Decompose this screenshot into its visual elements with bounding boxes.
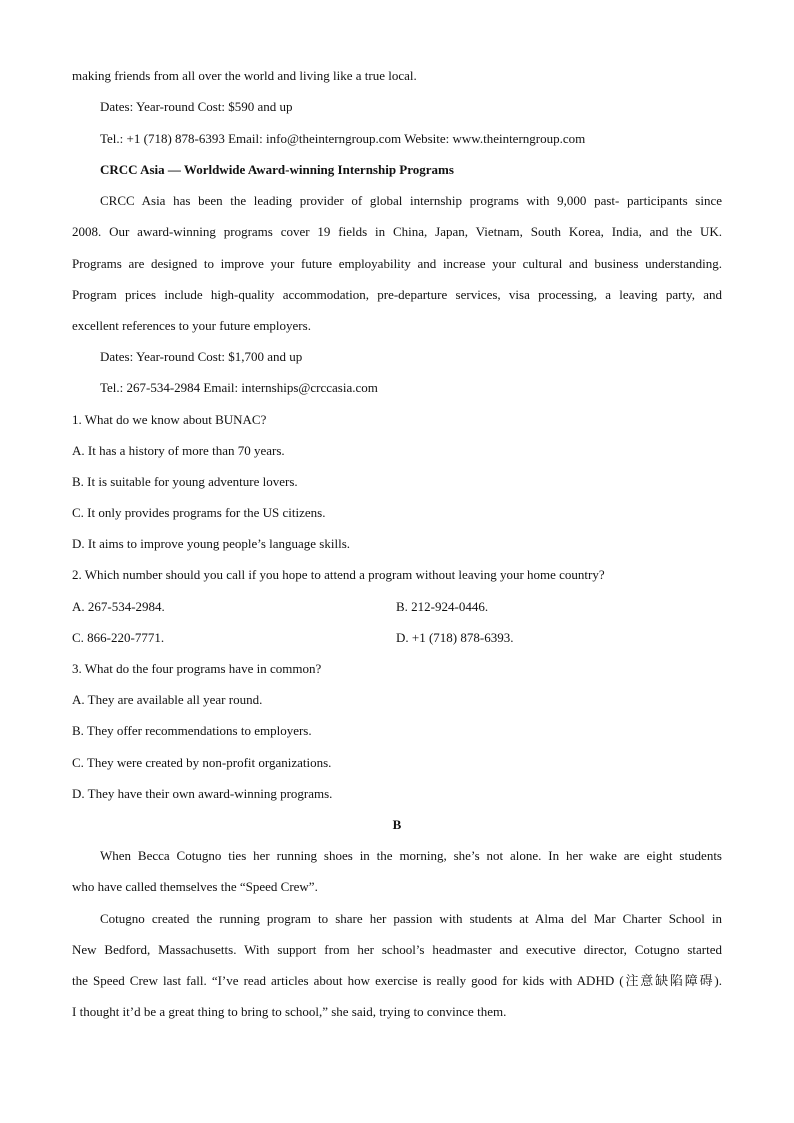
paragraph-line: CRCC Asia has been the leading provider of global internship programs with 9,000 past- participants since: [100, 193, 722, 208]
paragraph-line: 2008. Our award-winning programs cover 19 fields in China, Japan, Vietnam, South Korea, India, and the UK.: [72, 224, 722, 239]
paragraph-line: who have called themselves the “Speed Crew”.: [72, 879, 318, 894]
paragraph-line: When Becca Cotugno ties her running shoes in the morning, she’s not alone. In her wake are eight students: [100, 848, 722, 863]
q3-option-c: C. They were created by non-profit organizations.: [72, 755, 332, 770]
question-1: 1. What do we know about BUNAC?: [72, 412, 267, 427]
q3-option-d: D. They have their own award-winning programs.: [72, 786, 333, 801]
program-contact: Tel.: +1 (718) 878-6393 Email: info@theinterngroup.com Website: www.theinterngroup.com: [100, 131, 586, 146]
program-contact: Tel.: 267-534-2984 Email: internships@crccasia.com: [100, 380, 378, 395]
passage-line: making friends from all over the world and living like a true local.: [72, 68, 417, 83]
q2-option-d: D. +1 (718) 878-6393.: [396, 630, 514, 645]
q1-option-b: B. It is suitable for young adventure lovers.: [72, 474, 298, 489]
q1-option-c: C. It only provides programs for the US citizens.: [72, 505, 326, 520]
question-2: 2. Which number should you call if you hope to attend a program without leaving your home country?: [72, 567, 605, 582]
paragraph-line: I thought it’d be a great thing to bring to school,” she said, trying to convince them.: [72, 1004, 507, 1019]
q3-option-a: A. They are available all year round.: [72, 692, 263, 707]
paragraph-line: the Speed Crew last fall. “I’ve read articles about how exercise is really good for kids with ADHD (注意缺陷障碍).: [72, 973, 722, 988]
section-heading: B: [392, 817, 402, 832]
q3-option-b: B. They offer recommendations to employers.: [72, 723, 312, 738]
paragraph-line: Programs are designed to improve your future employability and increase your cultural and business understanding.: [72, 256, 722, 271]
q1-option-a: A. It has a history of more than 70 years.: [72, 443, 285, 458]
paragraph-line: Cotugno created the running program to share her passion with students at Alma del Mar Charter School in: [100, 911, 722, 926]
q2-option-c: C. 866-220-7771.: [72, 630, 165, 645]
question-3: 3. What do the four programs have in common?: [72, 661, 322, 676]
paragraph-line: excellent references to your future employers.: [72, 318, 311, 333]
program-dates: Dates: Year-round Cost: $1,700 and up: [100, 349, 303, 364]
q2-option-b: B. 212-924-0446.: [396, 599, 489, 614]
program-heading: CRCC Asia — Worldwide Award-winning Internship Programs: [100, 162, 454, 177]
paragraph-line: New Bedford, Massachusetts. With support from her school’s headmaster and executive director, Cotugno started: [72, 942, 722, 957]
q2-option-a: A. 267-534-2984.: [72, 599, 165, 614]
program-dates: Dates: Year-round Cost: $590 and up: [100, 99, 293, 114]
paragraph-line: Program prices include high-quality accommodation, pre-departure services, visa processing, a leaving party, and: [72, 287, 722, 302]
q1-option-d: D. It aims to improve young people’s language skills.: [72, 536, 351, 551]
